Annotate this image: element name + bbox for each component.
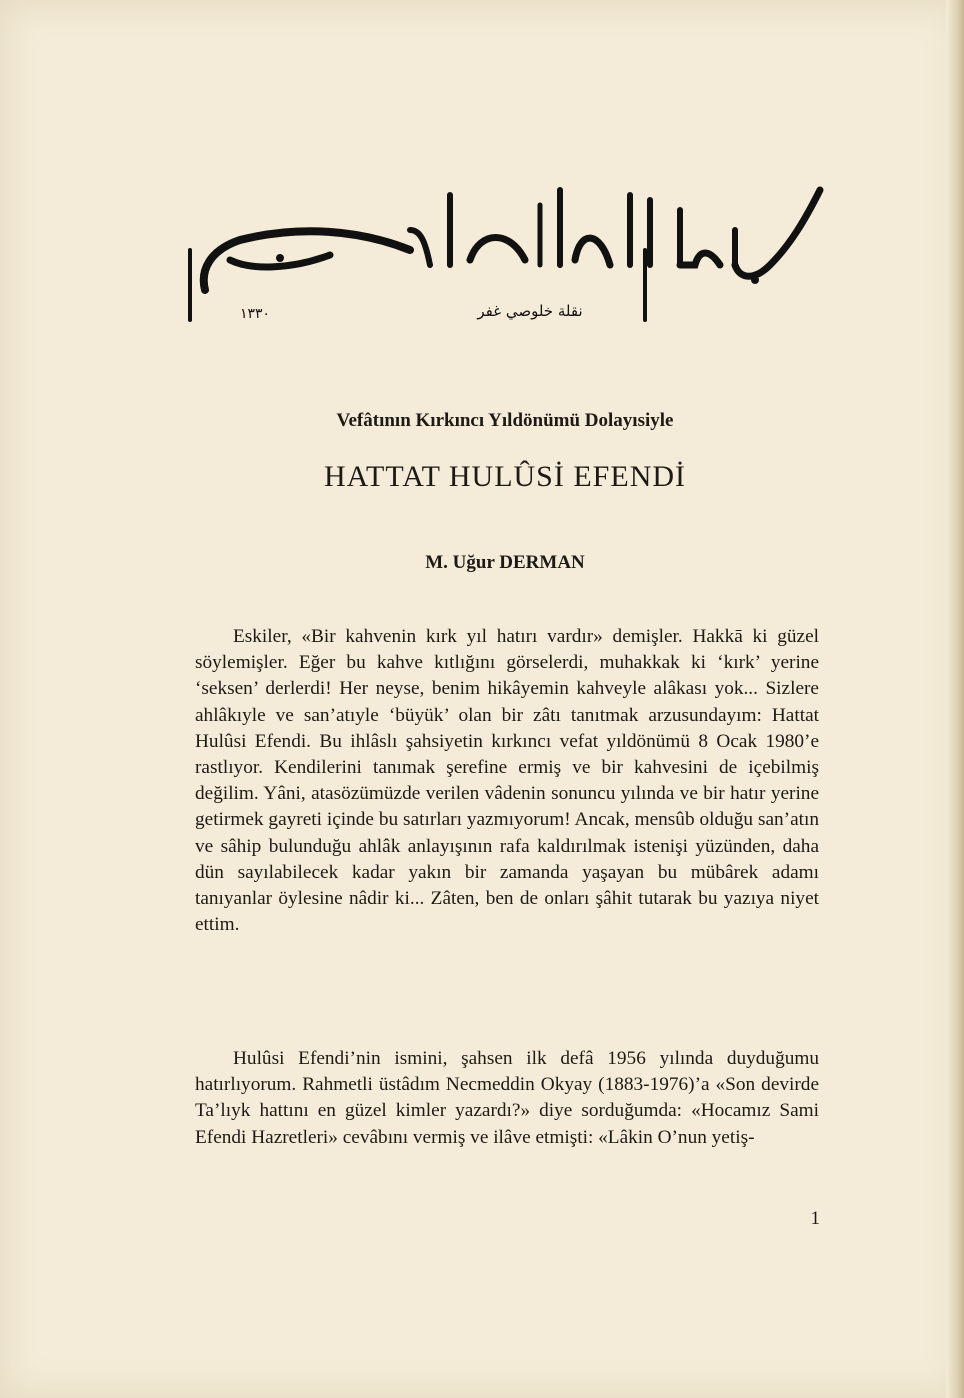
basmala-calligraphy-image <box>180 170 830 330</box>
article-title: HATTAT HULÛSİ EFENDİ <box>323 460 687 493</box>
page-edge <box>946 0 964 1398</box>
article-subtitle: Vefâtının Kırkıncı Yıldönümü Dolayısiyle <box>336 410 674 431</box>
calligraphy-year: ١٣٣٠ <box>240 306 271 322</box>
paragraph-1 <box>195 624 819 938</box>
article-author: M. Uğur DERMAN <box>425 552 585 573</box>
paragraph-2 <box>195 1046 819 1151</box>
page-number: 1 <box>810 1208 820 1229</box>
paragraph-2-text: Hulûsi Efendi’nin ismini, şahsen ilk defâ 1956 yılında duyduğumu hatırlıyorum. Rahmetli üstâdım Necmeddin Okyay (1883-1976)’a «Son devirde Ta’lıyk hattını en güzel kimler yazardı?» diye sorduğumda: «Hocamız Sami Efendi Hazretleri» cevâbını vermiş ve ilâve etmişti: «Lâkin O’nun yetiş- <box>195 1048 819 1148</box>
calligrapher-signature: نقلة خلوصي غفر <box>477 302 583 320</box>
paragraph-1-text: Eskiler, «Bir kahvenin kırk yıl hatırı vardır» demişler. Hakkā ki güzel söylemişler. Eğer bu kahve kıtlığını görselerdi, muhakkak ki ‘kırk’ yerine ‘seksen’ derlerdi! Her neyse, benim hikâyemin kahveyle alâkası yok... Sizlere ahlâkıyle ve san’atıyle ‘büyük’ olan bir zâtı tanıtmak arzusundayım: Hattat Hulûsi Efendi. Bu ihlâslı şahsiyetin kırkıncı vefat yıldönümü 8 Ocak 1980’e rastlıyor. Kendilerini tanımak şerefine ermiş ve bir kahvesini de içebilmiş değilim. Yâni, atasözümüzde verilen vâdenin sonuncu yılında ve bir hatır yerine getirmek gayreti içinde bu satırları yazmıyorum! Ancak, mensûb olduğu san’atın ve sâhip bulunduğu ahlâk anlayışının rafa kaldırılmak istenişi yüzünden, daha dün sayılabilecek kadar yakın bir zamanda yaşayan bu mübârek adamı tanıyanlar öylesine nâdir ki... Zâten, ben de onları şâhit tutarak bu yazıya niyet ettim. <box>195 626 819 936</box>
